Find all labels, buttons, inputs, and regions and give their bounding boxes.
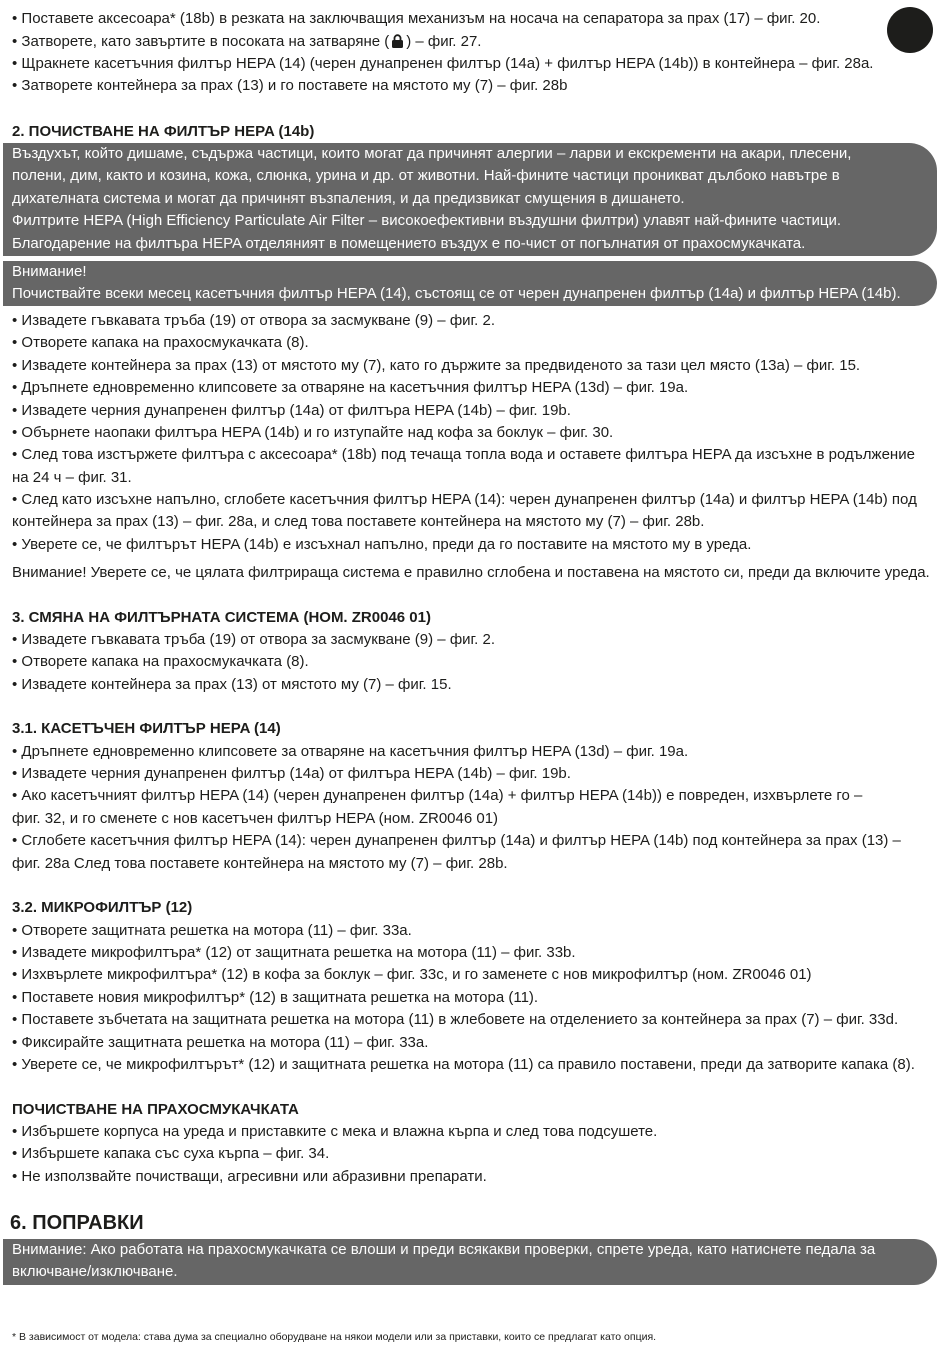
intro-step-2-text-b: ) – фиг. 27. [406,33,482,50]
list-item: контейнера за прах (13) – фиг. 28a, и след това поставете контейнера на мястото му (7) – фиг. 28b. [12,513,705,530]
list-item: • Извадете черния дунапренен филтър (14a) от филтъра HEPA (14b) – фиг. 19b. [12,402,571,419]
info-box-line: полени, дим, както и козина, кожа, слюнка, урина и др. от животни. Най-фините частици проникват дълбоко навътре в [12,167,840,185]
list-item: • Дръпнете едновременно клипсовете за отваряне на касетъчния филтър HEPA (13d) – фиг. 19a. [12,743,689,760]
list-item: • Избършете корпуса на уреда и приставките с мека и влажна кърпа и след това подсушете. [12,1123,658,1140]
info-box-line: дихателната система и могат да причинят възпаления, и да предизвикат смущения в дишането. [12,189,685,207]
info-box-line: Въздухът, който дишаме, съдържа частици, които могат да причинят алергии – ларви и екскременти на акари, плесени, [12,145,852,162]
list-item: • Сглобете касетъчния филтър HEPA (14): черен дунапренен филтър (14a) и филтър HEPA (14b) под контейнера за прах (13) – [12,832,901,849]
list-item: • Не използвайте почистващи, агресивни или абразивни препарати. [12,1168,487,1185]
page-marker-circle [887,7,933,53]
warning-box [3,261,937,306]
list-item: • Уверете се, че микрофилтърът* (12) и защитната решетка на мотора (11) са правило поставени, преди да затворите капака (8). [12,1056,915,1073]
warning-box-line: Внимание: Ако работата на прахосмукачката се влоши и преди всякакви проверки, спрете уреда, като натиснете педала за [12,1241,876,1258]
attention-note: Внимание! Уверете се, че цялата филтрираща система е правилно сглобена и поставена на мястото си, преди да включите уреда. [12,564,930,581]
info-box-line: Благодарение на филтъра HEPA отделяният в помещението въздух е по-чист от погълнатия от прахосмукачката. [12,234,806,252]
list-item: • Отворете защитната решетка на мотора (11) – фиг. 33a. [12,922,412,939]
list-item: • Отворете капака на прахосмукачката (8). [12,653,309,670]
repair-warning-box [3,1239,937,1285]
intro-step-1: • Поставете аксесоара* (18b) в резката на заключващия механизъм на носача на сепаратора за прах (17) – фиг. 20. [12,10,821,27]
list-item: • Извадете гъвкавата тръба (19) от отвора за засмукване (9) – фиг. 2. [12,631,496,648]
intro-step-4: • Затворете контейнера за прах (13) и го поставете на мястото му (7) – фиг. 28b [12,77,568,94]
list-item: • Ако касетъчният филтър HEPA (14) (черен дунапренен филтър (14a) + филтър HEPA (14b)) е повреден, изхвърлете го – [12,787,863,804]
list-item: • Извадете контейнера за прах (13) от мястото му (7) – фиг. 15. [12,676,452,693]
list-item: • След като изсъхне напълно, сглобете касетъчния филтър HEPA (14): черен дунапренен филтър (14a) и филтър HEPA (14b) под [12,491,917,508]
list-item: • Изхвърлете микрофилтъра* (12) в кофа за боклук – фиг. 33c, и го заменете с нов микрофилтър (ном. ZR0046 01) [12,966,812,983]
list-item: • Извадете гъвкавата тръба (19) от отвора за засмукване (9) – фиг. 2. [12,312,496,329]
list-item: • Дръпнете едновременно клипсовете за отваряне на касетъчния филтър HEPA (13d) – фиг. 19a. [12,379,689,396]
section-3-1-heading: 3.1. КАСЕТЪЧЕН ФИЛТЪР HEPA (14) [12,720,281,737]
intro-step-2 [12,31,481,53]
list-item: • Извадете черния дунапренен филтър (14a) от филтъра HEPA (14b) – фиг. 19b. [12,765,571,782]
list-item: • Обърнете наопаки филтъра HEPA (14b) и го изтупайте над кофа за боклук – фиг. 30. [12,424,614,441]
warning-box-line: Почиствайте всеки месец касетъчния филтър HEPA (14), състоящ се от черен дунапренен филтър (14a) и филтър HEPA (14b). [12,285,901,303]
warning-box-line: Внимание! [12,263,87,280]
list-item: • След това изстържете филтъра с аксесоара* (18b) под течаща топла вода и оставете филтъра HEPA да изсъхне в родължение [12,446,915,463]
list-item: • Фиксирайте защитната решетка на мотора (11) – фиг. 33a. [12,1034,429,1051]
list-item: • Отворете капака на прахосмукачката (8). [12,334,309,351]
intro-step-3: • Щракнете касетъчния филтър HEPA (14) (черен дунапренен филтър (14a) + филтър HEPA (14b)) в контейнера – фиг. 28a. [12,55,874,72]
section-3-heading: 3. СМЯНА НА ФИЛТЪРНАТА СИСТЕМА (НОМ. ZR0046 01) [12,609,431,626]
list-item: фиг. 32, и го сменете с нов касетъчен филтър HEPA (ном. ZR0046 01) [12,810,499,827]
warning-box-line: включване/изключване. [12,1263,178,1281]
lock-icon [391,34,404,48]
list-item: на 24 ч – фиг. 31. [12,469,132,486]
list-item: • Поставете зъбчетата на защитната решетка на мотора (11) в жлебовете на отделението за контейнера за прах (7) – фиг. 33d. [12,1011,899,1028]
info-box [3,143,937,256]
section-6-heading: 6. ПОПРАВКИ [10,1212,144,1234]
list-item: • Извадете контейнера за прах (13) от мястото му (7), като го държите за предвиденото за тази цел място (13a) – фиг. 15. [12,357,861,374]
list-item: • Извадете микрофилтъра* (12) от защитната решетка на мотора (11) – фиг. 33b. [12,944,576,961]
list-item: • Избършете капака със суха кърпа – фиг. 34. [12,1145,330,1162]
list-item: • Уверете се, че филтърът HEPA (14b) е изсъхнал напълно, преди да го поставите на мястото му в уреда. [12,536,752,553]
list-item: • Поставете новия микрофилтър* (12) в защитната решетка на мотора (11). [12,989,539,1006]
section-2-heading: 2. ПОЧИСТВАНЕ НА ФИЛТЪР HEPA (14b) [12,123,315,140]
intro-step-2-text-a: • Затворете, като завъртите в посоката на затваряне ( [12,33,390,50]
section-3-2-heading: 3.2. МИКРОФИЛТЪР (12) [12,899,193,916]
list-item: фиг. 28a След това поставете контейнера на мястото му (7) – фиг. 28b. [12,855,508,872]
info-box-line: Филтрите HEPA (High Efficiency Particulate Air Filter – високоефективни въздушни филтри) улавят най-фините частици. [12,212,842,230]
cleaning-heading: ПОЧИСТВАНЕ НА ПРАХОСМУКАЧКАТА [12,1101,299,1118]
footnote: * В зависимост от модела: става дума за специално оборудване на някои модели или за приставки, които се предлагат като опция. [12,1331,657,1343]
